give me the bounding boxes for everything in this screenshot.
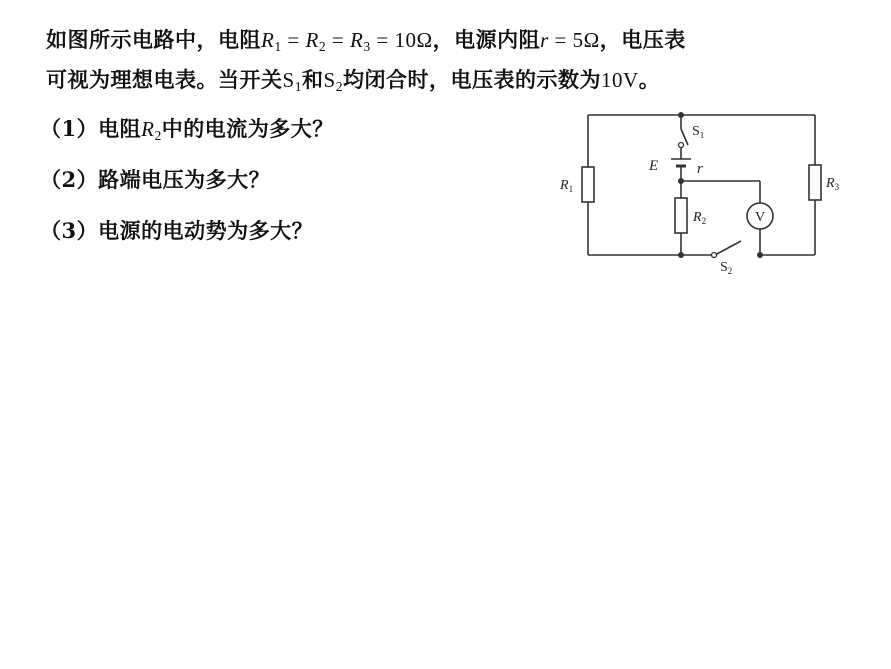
- junction-dot: [757, 252, 763, 258]
- math-r2: $R_2$: [141, 117, 162, 144]
- label-r3: $R_3$: [826, 176, 840, 192]
- problem-line-1: [46, 24, 686, 55]
- question-text: （3）电源的电动势为多大？: [40, 218, 314, 243]
- question-text: （2）路端电压为多大？: [40, 167, 271, 192]
- question-1: [40, 113, 334, 144]
- eq-sign: =: [370, 28, 395, 52]
- resistor-r3: [809, 165, 821, 200]
- math-s2: $S_2$: [323, 68, 344, 95]
- internal-resistance-value: 5Ω: [572, 28, 600, 52]
- junction-dot: [678, 252, 684, 258]
- junction-dot: [678, 112, 684, 118]
- circuit-diagram: [555, 105, 855, 285]
- eq-sign: =: [326, 28, 350, 52]
- math-r1: $R_1$: [261, 28, 282, 55]
- math-r3: $R_3$: [350, 28, 371, 55]
- question-2: [40, 164, 270, 194]
- question-text: 电阻: [98, 116, 142, 141]
- question-3: [40, 215, 313, 245]
- eq-sign: =: [548, 28, 573, 52]
- label-r: r: [697, 161, 703, 177]
- intro-text: 和: [302, 67, 324, 92]
- intro-text: 可视为理想电表。当开关: [46, 67, 283, 92]
- math-r-internal: r: [540, 28, 549, 52]
- problem-line-2: [46, 64, 660, 95]
- switch-s2-blade: [715, 241, 741, 255]
- question-number: （1）: [40, 116, 99, 141]
- label-r1: $R_1$: [560, 178, 574, 194]
- switch-s2-contact: [712, 253, 717, 258]
- junction-dot: [678, 178, 684, 184]
- switch-s1-contact: [679, 143, 684, 148]
- question-text: 中的电流为多大？: [161, 116, 334, 141]
- intro-text: ，电压表: [599, 27, 686, 52]
- label-s1: $S_1$: [692, 124, 705, 140]
- voltmeter-reading: 10V: [601, 68, 639, 92]
- resistor-r2: [675, 198, 687, 233]
- math-s1: $S_1$: [282, 68, 303, 95]
- resistance-value: 10Ω: [394, 28, 433, 52]
- intro-text: ，电源内阻: [432, 27, 541, 52]
- label-voltmeter: V: [754, 210, 766, 225]
- intro-text: 。: [638, 67, 661, 92]
- label-s2: $S_2$: [720, 260, 733, 276]
- intro-text: 均闭合时，电压表的示数为: [343, 67, 602, 92]
- intro-text: 如图所示电路中，电阻: [46, 27, 261, 52]
- resistor-r1: [582, 167, 594, 202]
- label-r2: $R_2$: [693, 210, 707, 226]
- label-e: E: [649, 158, 659, 174]
- eq-sign: =: [281, 28, 306, 52]
- math-r2: $R_2$: [305, 28, 327, 55]
